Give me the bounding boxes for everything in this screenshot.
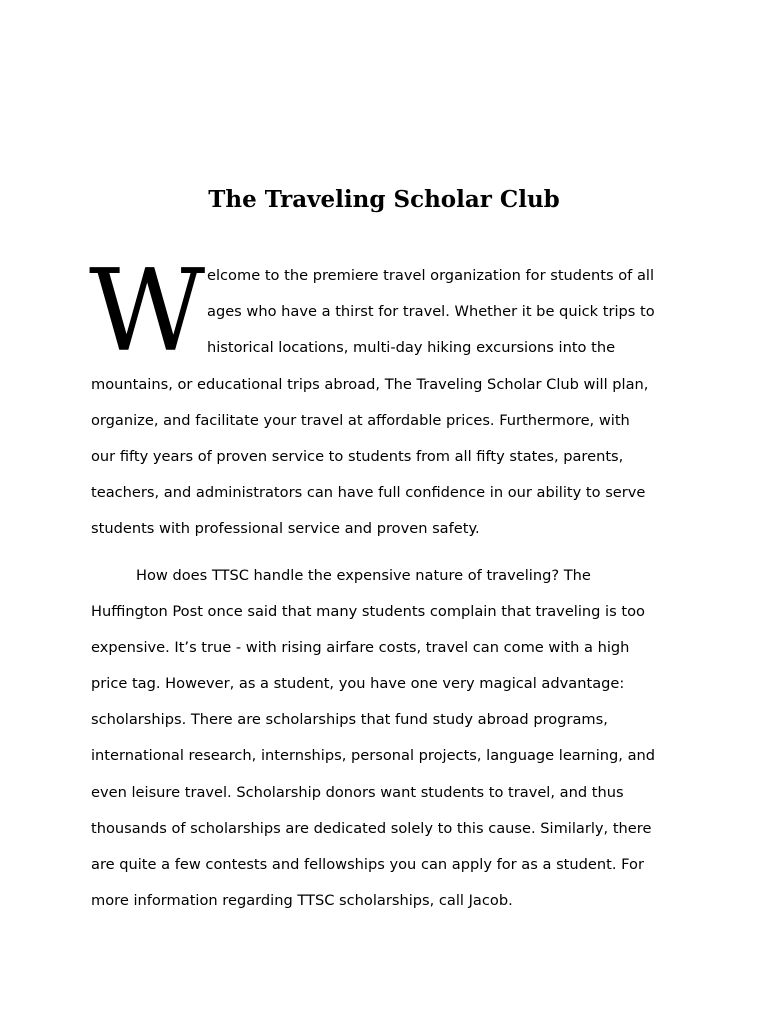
- text-line: scholarships. There are scholarships that fund study abroad programs,: [91, 711, 608, 729]
- text-line: elcome to the premiere travel organization for students of all: [207, 267, 655, 284]
- text-line: ages who have a thirst for travel. Whether it be quick trips to: [207, 303, 655, 321]
- text-line: are quite a few contests and fellowships you can apply for as a student. For: [91, 856, 644, 873]
- text-line: our fifty years of proven service to students from all fifty states, parents,: [91, 447, 624, 465]
- text-line: organize, and facilitate your travel at affordable prices. Furthermore, with: [91, 411, 630, 429]
- text-line: even leisure travel. Scholarship donors want students to travel, and thus: [91, 783, 624, 801]
- text-line: expensive. It’s true - with rising airfare costs, travel can come with a high: [91, 638, 630, 656]
- document-body: [89, 245, 681, 919]
- text-line: Huffington Post once said that many students complain that traveling is too: [91, 602, 645, 620]
- text-line: thousands of scholarships are dedicated solely to this cause. Similarly, there: [91, 819, 652, 837]
- text-line: How does TTSC handle the expensive nature of traveling? The: [136, 566, 591, 584]
- text-line: students with professional service and proven safety.: [91, 520, 480, 538]
- text-line: historical locations, multi-day hiking excursions into the: [207, 339, 616, 357]
- text-line: more information regarding TTSC scholarships, call Jacob.: [91, 892, 513, 910]
- drop-cap: W: [89, 245, 206, 377]
- text-line: teachers, and administrators can have full confidence in our ability to serve: [91, 484, 646, 502]
- document-title: The Traveling Scholar Club: [208, 186, 560, 213]
- text-line: mountains, or educational trips abroad, The Traveling Scholar Club will plan,: [91, 375, 649, 393]
- paragraph-scholarships: [91, 558, 681, 920]
- paragraph-welcome: [89, 245, 681, 548]
- text-line: international research, internships, personal projects, language learning, and: [91, 747, 656, 765]
- text-line: price tag. However, as a student, you have one very magical advantage:: [91, 675, 625, 693]
